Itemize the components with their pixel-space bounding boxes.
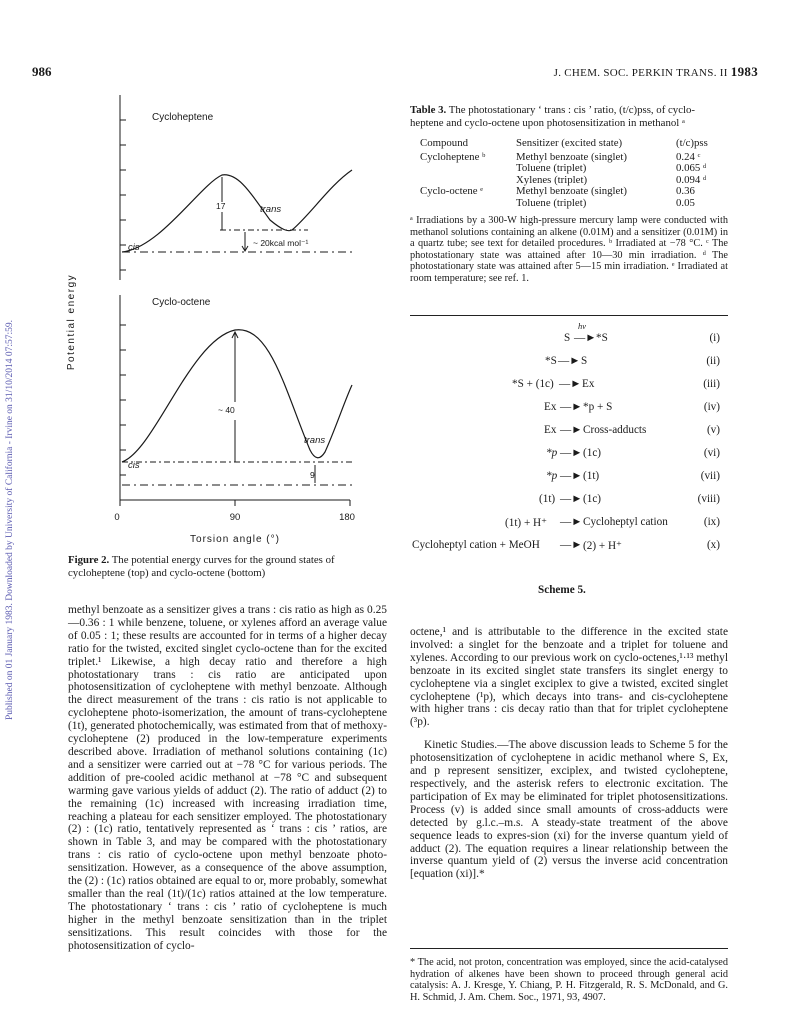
- scheme-number: (viii): [697, 493, 720, 505]
- top-panel-title: Cycloheptene: [152, 112, 214, 123]
- x-tick-180: 180: [339, 512, 355, 523]
- scheme-lhs: *p: [546, 470, 558, 482]
- scheme-row: [412, 539, 732, 555]
- scheme-number: (i): [709, 332, 720, 344]
- page-number: 986: [32, 64, 52, 79]
- x-axis-label: Torsion angle (°): [190, 534, 280, 545]
- scheme-arrow: —►: [558, 355, 581, 367]
- table-caption: [410, 104, 728, 129]
- table-caption-text: The photostationary ‘ trans : cis ’ ratio, (t/c)pss, of cyclo-heptene and cyclo-octene upon photosensitization in methanol ᵃ: [410, 104, 695, 129]
- journal-year: 1983: [730, 64, 758, 79]
- scheme-row: [412, 493, 732, 509]
- scheme-row: [412, 355, 732, 371]
- potential-energy-figure: [60, 90, 380, 550]
- table-cell: [410, 163, 516, 175]
- scheme-number: (v): [706, 424, 720, 436]
- x-tick-90: 90: [229, 512, 241, 523]
- table-header: Compound: [420, 137, 468, 149]
- top-trans-label: trans: [260, 204, 282, 215]
- running-head: [554, 64, 758, 80]
- table-cell: Cycloheptene ᵇ: [420, 150, 486, 163]
- scheme-number: (ii): [706, 355, 720, 367]
- table-cell: 0.065 ᵈ: [676, 162, 707, 175]
- scheme-number: (iii): [703, 378, 720, 390]
- y-axis-label: Potential energy: [66, 273, 77, 371]
- table-cell: Xylenes (triplet): [516, 173, 588, 186]
- scheme-number: (vii): [700, 470, 720, 482]
- scheme-lhs: Cycloheptyl cation + MeOH: [412, 539, 540, 551]
- left-column: [68, 604, 387, 952]
- table-notes: ᵃ Irradiations by a 300-W high-pressure mercury lamp were conducted with methanol solutions containing an alkene (0.01M) and a sensitizer (0.01M) in a quartz tube; see text for detailed procedures. ᵇ Irradiated at −78 °C. ᶜ The photostationary state was attained after 10—30 min irradiation. ᵈ The photostationary state was attained after 5—15 min irradiation. ᵉ Irradiated at room temperature; see ref. 1.: [410, 215, 728, 284]
- top-barrier-label: 17: [216, 201, 226, 211]
- scheme-lhs: *p: [546, 447, 558, 459]
- scheme-lhs: *S: [545, 355, 557, 367]
- download-notice: Published on 01 January 1983. Downloaded by University of California - Irvine on 31/10/2014 07:57:59.: [5, 319, 15, 721]
- table-caption-label: Table 3.: [410, 104, 447, 116]
- scheme-label: Scheme 5.: [538, 584, 586, 596]
- table-cell: 0.05: [676, 196, 695, 209]
- scheme-lhs: (1t): [539, 493, 556, 505]
- scheme-arrow: —►: [559, 378, 582, 390]
- scheme-rhs: Ex: [582, 378, 595, 390]
- scheme-rhs: (1t): [583, 470, 600, 482]
- scheme-arrow: —►: [560, 470, 583, 482]
- table-cell: Methyl benzoate (singlet): [516, 185, 627, 198]
- table-cell: [410, 198, 516, 210]
- scheme-rhs: (1c): [583, 447, 602, 459]
- table-divider: [410, 315, 728, 316]
- journal-name: J. CHEM. SOC. PERKIN TRANS. II: [553, 67, 728, 79]
- table-cell: Toluene (triplet): [516, 162, 587, 175]
- footnote-divider: [410, 948, 728, 949]
- bottom-cis-label: cis: [128, 460, 140, 471]
- right-column-paragraph-2: Kinetic Studies.—The above discussion leads to Scheme 5 for the photosensitization of cycloheptene in acidic methanol where S, Ex, and p represent sensitizer, exciplex, and twisted cycloheptene, respectively, and the asterisk refers to electronic excitation. The participation of Ex may be eliminated for triplet photosensitizations. Process (v) is added since small amounts of cross-adducts were detected by g.l.c.–m.s. A steady-state treatment of the above sequence leads to expres-sion (xi) for the inverse quantum yield of adduct (2). The equation requires a linear relationship between the inverse quantum yield of (2) versus the inverse acid concentration [equation (xi)].*: [410, 739, 728, 881]
- scheme-arrow: —►: [560, 516, 583, 528]
- table-3: [410, 104, 728, 284]
- download-watermark: [2, 140, 18, 900]
- left-column-paragraph: methyl benzoate as a sensitizer gives a trans : cis ratio as high as 0.25—0.36 : 1 while benzene, toluene, or xylenes afford an average value of 0.05 : 1; these results are accounted for in terms of a higher decay ratio for the twisted, excited singlet cyclo-octene than for the excited triplet.¹ Likewise, a high decay ratio and therefore a high photostationary trans : cis ratio are anticipated upon photosensitization of cycloheptene with methyl benzoate. Although the direct measurement of the trans : cis ratio is not applicable to cycloheptene photo-isomerization, the amount of trans-cycloheptene (1t), generated photochemically, was estimated from that of methoxy-cycloheptene (2) produced in the low-temperature experiments described above. Irradiation of methanol solutions containing (1c) and a sensitizer were carried out at −78 °C for various periods. The addition of pre-cooled acidic methanol at −78 °C and subsequent warming gave various yields of adduct (2). The ratio of adduct (2) to the remaining (1c) increased with increasing irradiation time, reaching a plateau for each sensitizer employed. The photostationary (2) : (1c) ratio, tentatively represented as ‘ trans : cis ’ ratios, are shown in Table 3, and may be compared with the photostationary trans : cis ratio of cyclo-octene upon methyl benzoate photo-sensitization. However, as a consequence of the above assumption, the (2) : (1c) ratios obtained are equal to or, more probably, somewhat smaller than the real (1t)/(1c) ratios attained at the low temperature. The photostationary ‘ trans : cis ’ ratio of cycloheptene is much higher in the methyl benzoate sensitization than in the triplet sensitizations. This result coincides with those for the photosensitization of cyclo-: [68, 604, 387, 952]
- table-header-row: [410, 137, 728, 152]
- scheme-number: (x): [706, 539, 720, 551]
- bottom-gap-label: 9: [310, 470, 315, 480]
- scheme-rhs: (1c): [583, 493, 602, 505]
- scheme-row: [412, 424, 732, 440]
- scheme-arrow: —►: [574, 332, 597, 344]
- scheme-row: [412, 321, 732, 348]
- scheme-row: [412, 378, 732, 394]
- right-column-paragraph-1: octene,¹ and is attributable to the difference in the excited state involved: a singlet for the benzoate and a triplet for toluene and xylenes. According to our previous work on cyclo-octenes,¹·¹³ methyl benzoate in its excited singlet state transfers its singlet energy to cycloheptene via a singlet exciplex to give a twisted, excited singlet cycloheptene (¹p), which decays into trans- and cis-cycloheptene with higher trans : cis decay ratio than that for triplet cycloheptene (³p).: [410, 626, 728, 729]
- table-row: [410, 198, 728, 210]
- cycloheptene-curve: [122, 170, 352, 252]
- table-cell: Methyl benzoate (singlet): [516, 150, 627, 163]
- table-header: Sensitizer (excited state): [516, 137, 623, 149]
- bottom-panel-title: Cyclo-octene: [152, 297, 211, 308]
- table-3-grid: [410, 137, 728, 209]
- scheme-rhs: *p + S: [583, 401, 613, 413]
- scheme-rhs: *S: [596, 332, 608, 344]
- figure-caption: [68, 554, 388, 579]
- table-cell: 0.24 ᶜ: [676, 150, 701, 163]
- table-cell: 0.36: [676, 185, 695, 198]
- scheme-arrow-label: hν: [578, 321, 587, 331]
- scheme-rhs: (2) + H⁺: [583, 540, 622, 552]
- scheme-lhs: Ex: [544, 424, 557, 436]
- x-tick-0: 0: [114, 512, 120, 523]
- top-cis-label: cis: [128, 242, 140, 253]
- table-cell: 0.094 ᵈ: [676, 173, 707, 186]
- scheme-lhs: S: [564, 332, 571, 344]
- scheme-rhs: Cycloheptyl cation: [583, 516, 668, 528]
- bottom-barrier-label: ~ 40: [218, 405, 235, 415]
- scheme-row: [412, 516, 732, 532]
- top-gap-label: ~ 20kcal mol⁻¹: [253, 238, 309, 248]
- scheme-number: (ix): [703, 516, 720, 528]
- right-column: [410, 626, 728, 881]
- scheme-arrow: —►: [560, 424, 583, 436]
- scheme-rhs: Cross-adducts: [583, 424, 647, 436]
- scheme-arrow: —►: [560, 447, 583, 459]
- table-header: (t/c)pss: [676, 137, 708, 149]
- scheme-row: [412, 401, 732, 417]
- bottom-trans-label: trans: [304, 435, 326, 446]
- scheme-number: (vi): [703, 447, 720, 459]
- scheme-lhs: Ex: [544, 401, 557, 413]
- table-cell: Cyclo-octene ᵉ: [420, 185, 484, 198]
- scheme-lhs: *S + (1c): [512, 378, 554, 390]
- table-row: [410, 163, 728, 175]
- scheme-lhs: (1t) + H⁺: [505, 517, 548, 529]
- scheme-arrow: —►: [560, 539, 583, 551]
- table-cell: Toluene (triplet): [516, 196, 587, 209]
- scheme-row: [412, 470, 732, 486]
- footnote: * The acid, not proton, concentration was employed, since the acid-catalysed hydration of alkenes have been shown to proceed through general acid catalysis: A. J. Kresge, Y. Chiang, P. H. Fitzgerald, R. S. McDonald, and G. H. Schmid, J. Am. Chem. Soc., 1971, 93, 4907.: [410, 957, 728, 1003]
- scheme-number: (iv): [703, 401, 720, 413]
- scheme-rhs: S: [581, 355, 588, 367]
- scheme-row: [412, 447, 732, 463]
- figure-caption-text: The potential energy curves for the ground states of cycloheptene (top) and cyclo-octene (bottom): [68, 554, 335, 579]
- scheme-arrow: —►: [560, 401, 583, 413]
- scheme-arrow: —►: [560, 493, 583, 505]
- figure-caption-label: Figure 2.: [68, 554, 110, 566]
